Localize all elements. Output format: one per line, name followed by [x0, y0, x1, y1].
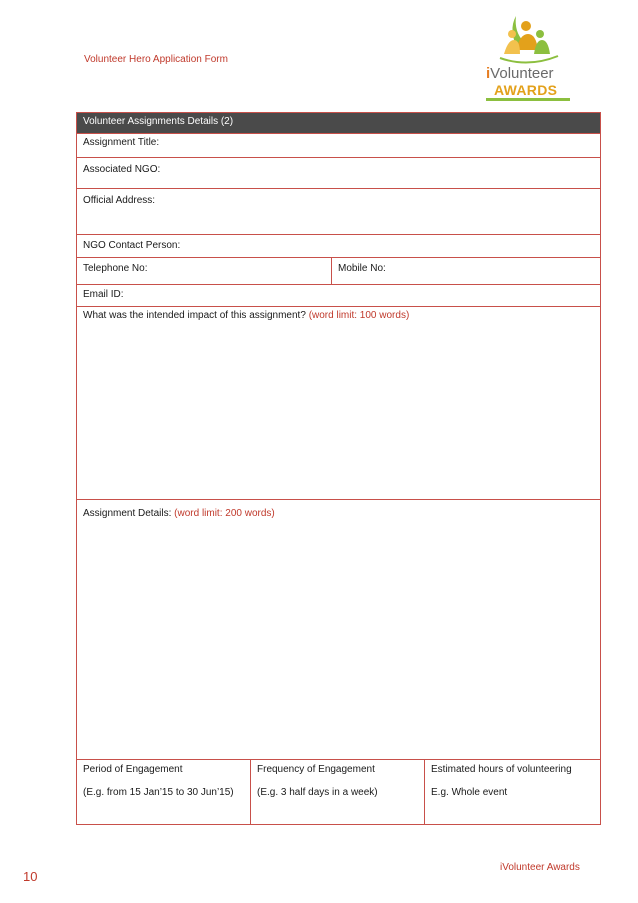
- details-label: Assignment Details:: [83, 508, 172, 519]
- ivolunteer-awards-logo: [478, 10, 578, 105]
- official-address-field[interactable]: [77, 189, 601, 235]
- telephone-label: Telephone No:: [83, 263, 148, 274]
- impact-question: What was the intended impact of this assignment?: [83, 310, 306, 321]
- assignment-details-field[interactable]: [77, 500, 601, 760]
- logo-figures-icon: [478, 10, 578, 70]
- ngo-contact-label: NGO Contact Person:: [83, 240, 181, 251]
- period-label: Period of Engagement: [83, 764, 183, 775]
- ngo-contact-field[interactable]: [77, 235, 601, 258]
- telephone-field[interactable]: [77, 258, 332, 285]
- period-of-engagement-field[interactable]: [77, 760, 251, 825]
- details-word-limit: (word limit: 200 words): [174, 508, 275, 519]
- impact-word-limit: (word limit: 100 words): [308, 310, 410, 321]
- page-number: 10: [23, 869, 38, 884]
- footer-brand: iVolunteer Awards: [500, 862, 580, 873]
- logo-text-awards: AWARDS: [494, 82, 558, 98]
- estimated-hours-field[interactable]: [425, 760, 601, 825]
- logo-text-volunteer: iVolunteer: [486, 65, 554, 82]
- email-label: Email ID:: [83, 289, 124, 300]
- assignment-title-field[interactable]: [77, 134, 601, 158]
- hours-label: Estimated hours of volunteering: [431, 764, 572, 775]
- logo-underline: [486, 98, 570, 101]
- associated-ngo-label: Associated NGO:: [83, 164, 161, 175]
- hours-example: E.g. Whole event: [431, 787, 508, 798]
- intended-impact-field[interactable]: [77, 307, 601, 500]
- frequency-example: (E.g. 3 half days in a week): [257, 787, 378, 798]
- associated-ngo-field[interactable]: [77, 158, 601, 189]
- frequency-label: Frequency of Engagement: [257, 764, 375, 775]
- period-example: (E.g. from 15 Jan’15 to 30 Jun’15): [83, 787, 234, 798]
- mobile-label: Mobile No:: [338, 263, 386, 274]
- document-header-title: Volunteer Hero Application Form: [84, 54, 228, 65]
- official-address-label: Official Address:: [83, 195, 156, 206]
- mobile-field[interactable]: [332, 258, 601, 285]
- frequency-of-engagement-field[interactable]: [251, 760, 425, 825]
- assignment-title-label: Assignment Title:: [83, 137, 160, 148]
- assignment-details-form: [76, 112, 601, 825]
- section-title: Volunteer Assignments Details (2): [77, 113, 601, 134]
- email-field[interactable]: [77, 285, 601, 307]
